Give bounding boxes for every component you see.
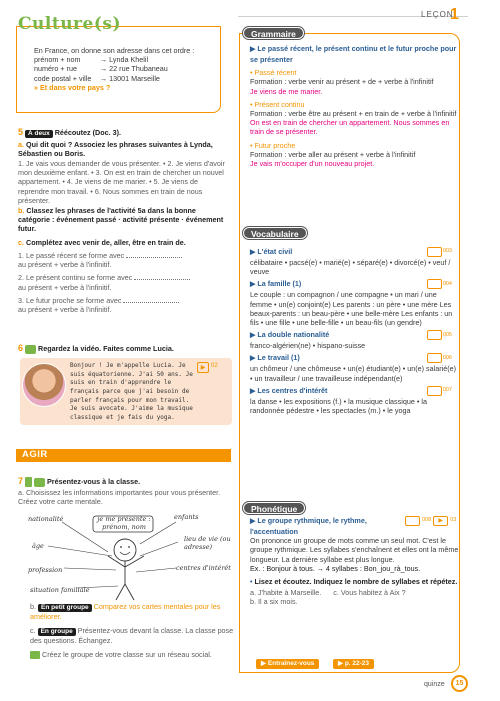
practice-link[interactable]: ▶ Entraînez-vous [256,659,319,669]
sketch-age: âge [32,542,44,550]
exercise-7 [18,476,230,506]
audio-icon[interactable] [427,279,442,289]
question-a-items: 1. Je vais vous demander de vous présenter. • 2. Je viens d'avoir mon deuxième enfant. • 3. On est en train de chercher un nouvel appartement. • 4. Je viens de me marier. • 5. Je viens de reprendre mon travail. • 6. Nous sommes en train de nous présenter. [18,158,225,205]
lucia-photo [22,363,66,407]
video-play-icon[interactable]: ▶ [433,516,448,526]
exercise-number: 6 [18,343,24,353]
phone-icon [25,477,32,487]
exercise-5: 5 À deux Réécoutez (Doc. 3). a. Qui dit quoi ? Associez les phrases suivantes à Lynda, Sébastien ou Boris. 1. Je vais vous demander de vous présenter. • 2. Je viens d'avoir mon deuxième enfant. • 3. On est en train de chercher un nouvel appartement. • 4. Je viens de me marier. • 5. Je viens de reprendre mon travail. • 6. Nous sommes en train de nous présenter. b. Classez les phrases de l'activité 5a dans la bonne catégorie : événement passé · activité présente · événement futur. c. Complétez avec venir de, aller, être en train de. 1. Le passé récent se forme avec au présent + verbe à l'infinitif. 2. Le présent continu se forme avec au présent + verbe à l'infinitif. 3. Le futur proche se forme avec au présent + verbe à l'infinitif. [18,127,228,314]
audio-icon[interactable] [427,330,442,340]
phonetics-body: On prononce un groupe de mots comme un seul mot. C'est le groupe rythmique. Les syllabes s'enchaînent et elles ont la même longueur. La dernière syllabe est plus longue. [250,536,459,564]
culture-intro: En France, on donne son adresse dans cet ordre : [34,46,195,55]
example-text: Je vais m'occuper d'un nouveau projet. [250,159,375,169]
culture-row: numéro + rue → 22 rue Thubaneau [34,64,168,74]
question-a: Qui dit quoi ? Associez les phrases suivantes à Lynda, Sébastien ou Boris. [18,139,213,158]
culture-title: Culture(s) [18,14,121,34]
page-margin [0,0,5,701]
sketch-profession: profession [28,566,63,574]
bullet-icon: ▶ [250,332,256,340]
sketch-center: je me présente : prénom, nom [97,515,151,531]
vocab-item: ▶ Le travail (1) 006 un chômeur / une chômeuse • un(e) étudiant(e) • un(e) salarié(e) • un travailleur / une travailleuse indépendant(e) [250,353,456,383]
grammar-heading: ▶ Le passé récent, le présent continu et le futur proche pour se présenter [250,44,457,64]
video-number: 02 [211,363,218,369]
bullet-icon: ▶ [250,46,256,53]
chat-icon [34,478,45,487]
lesson-number: 1 [450,6,459,23]
page-number: 15 [451,675,468,692]
mind-map-sketch [28,512,232,604]
page-number-word: quinze [424,681,445,688]
audio-icon[interactable] [427,247,442,257]
rule-text: Formation : verbe aller au présent + verbe à l'infinitif [250,149,416,159]
exercise-title: Regardez la vidéo. Faites comme Lucia. [38,344,174,353]
culture-row: code postal + ville → 13001 Marseille [34,73,160,83]
sketch-nationality: nationalité [28,515,64,523]
culture-row: prénom + nom → Lynda Khelil [34,55,149,65]
lesson-label: LEÇON [421,10,454,19]
bullet-icon: ▶ [250,387,256,395]
rule-text: Formation : verbe être au présent + en train de + verbe à l'infinitif [250,109,457,119]
agir-label: AGIR [22,449,48,460]
sketch-family-status: situation familiale [30,586,90,594]
pair-badge: À deux [25,130,53,138]
sketch-interests: centres d'intérêt [176,564,231,572]
vocabulary-section [250,244,460,415]
sketch-residence: lieu de vie (ou adresse) [184,535,231,551]
tab-vocabulaire: Vocabulaire [243,227,307,239]
example-text: On est en train de chercher un appartement. Nous sommes en train de se présenter. [250,118,450,137]
exercise-6 [18,343,228,355]
practice-pages[interactable]: ▶ p. 22-23 [333,659,374,669]
exercise-title: Réécoutez (Doc. 3). [54,128,121,137]
tab-grammaire: Grammaire [243,27,304,39]
lucia-speech: Bonjour ! Je m'appelle Lucia. Je suis équatorienne. J'ai 50 ans. Je suis en train d'apprendre le français parce que j'ai besoin de parler français pour mon travail. Je suis avocate. J'aime la musique classique et je fais du yoga. [70,362,193,422]
audio-icon[interactable] [405,516,420,526]
network-icon [30,651,40,659]
vocab-item: ▶ Les centres d'intérêt 007 la danse • les expositions (f.) • la musique classique • la randonnée pédestre • les spectacles (m.) • le yoga [250,385,452,415]
question-c: Complétez avec venir de, aller, être en train de. [26,237,186,247]
agir-banner [16,449,231,462]
bullet-icon: ▶ [250,249,256,256]
tab-phonetique: Phonétique [243,502,305,514]
rule-text: Formation : verbe venir au présent + de + verbe à l'infinitif [250,77,434,87]
grammar-section: ▶ Le passé récent, le présent continu et le futur proche pour se présenter • Passé récent Formation : verbe venir au présent + de + verbe à l'infinitif Je viens de me marier. • Présent continu Formation : verbe être au présent + en train de + verbe à l'infinitif On est en train de chercher un appartement. Nous sommes en train de se présenter. • Futur proche Formation : verbe aller au présent + verbe à l'infinitif Je vais m'occuper d'un nouveau projet. [250,44,460,168]
task-a: a. Choisissez les informations importantes pour vous présenter. Créez votre carte mentale. [18,487,221,506]
phonetics-section: ▶ Le groupe rythmique, le rythme, l'accentuation 008 ▶ 03 On prononce un groupe de mots comme un seul mot. C'est le groupe rythmique. Les syllabes s'enchaînent et elles ont la même longueur. La dernière syllabe est plus longue. Ex. : Bonjour à tous. → 4 syllabes : Bon_jou_rà_tous. • Lisez et écoutez. Indiquez le nombre de syllabes et répétez. a. J'habite à Marseille. c. Vous habitez à Aix ? b. Il a six mois. [250,516,459,607]
bullet-icon: ▶ [250,518,256,525]
culture-question: » Et dans votre pays ? [34,82,111,92]
exercise-title: Présentez-vous à la classe. [47,477,141,486]
bullet-icon: ▶ [250,281,256,289]
small-group-badge: En petit groupe [38,604,92,612]
bullet-icon: ▶ [250,355,256,363]
fill-item: 2. Le présent continu se forme avec au présent + verbe à l'infinitif. [18,273,228,291]
task-d: Créez le groupe de votre classe sur un réseau social. [30,650,235,659]
sketch-children: enfants [174,513,199,521]
task-b: b. En petit groupe Comparez vos cartes mentales pour les améliorer. c. En groupe Présentez-vous devant la classe. La classe pose des questions. Échangez. [30,602,234,645]
exercise-number: 5 [18,127,24,137]
group-badge: En groupe [38,628,76,636]
audio-icon[interactable] [427,386,442,396]
audio-icon[interactable] [427,353,442,363]
example-text: Je viens de me marier. [250,86,323,96]
video-chat-icon [25,345,36,354]
vocab-item: ▶ La double nationalité 005 franco-algérien(ne) • hispano-suisse [250,330,452,351]
fill-item: 3. Le futur proche se forme avec au présent + verbe à l'infinitif. [18,296,228,314]
vocab-item: ▶ L'état civil 003 célibataire • pacsé(e) • marié(e) • séparé(e) • divorcé(e) • veuf / veuve [250,247,452,277]
vocab-item: ▶ La famille (1) 004 Le couple : un compagnon / une compagne • un mari / une femme • un(e) conjoint(e) Les parents : un père • une mère Les beaux-parents : un beau-père • une belle-mère Les enfants : un fils • une fille • une belle-fille • un beau-fils (un gendre) [250,279,453,327]
phonetics-example: Ex. : Bonjour à tous. → 4 syllabes : Bon_jou_rà_tous. [250,563,421,573]
question-b: Classez les phrases de l'activité 5a dans la bonne catégorie : événement passé · activité présente · événement futur. [18,206,224,234]
fill-item: 1. Le passé récent se forme avec au présent + verbe à l'infinitif. [18,251,228,269]
phonetics-task: • Lisez et écoutez. Indiquez le nombre de syllabes et répétez. [250,577,458,587]
exercise-number: 7 [18,476,24,486]
culture-text [34,46,222,92]
video-play-icon[interactable]: ▶ [197,362,209,373]
